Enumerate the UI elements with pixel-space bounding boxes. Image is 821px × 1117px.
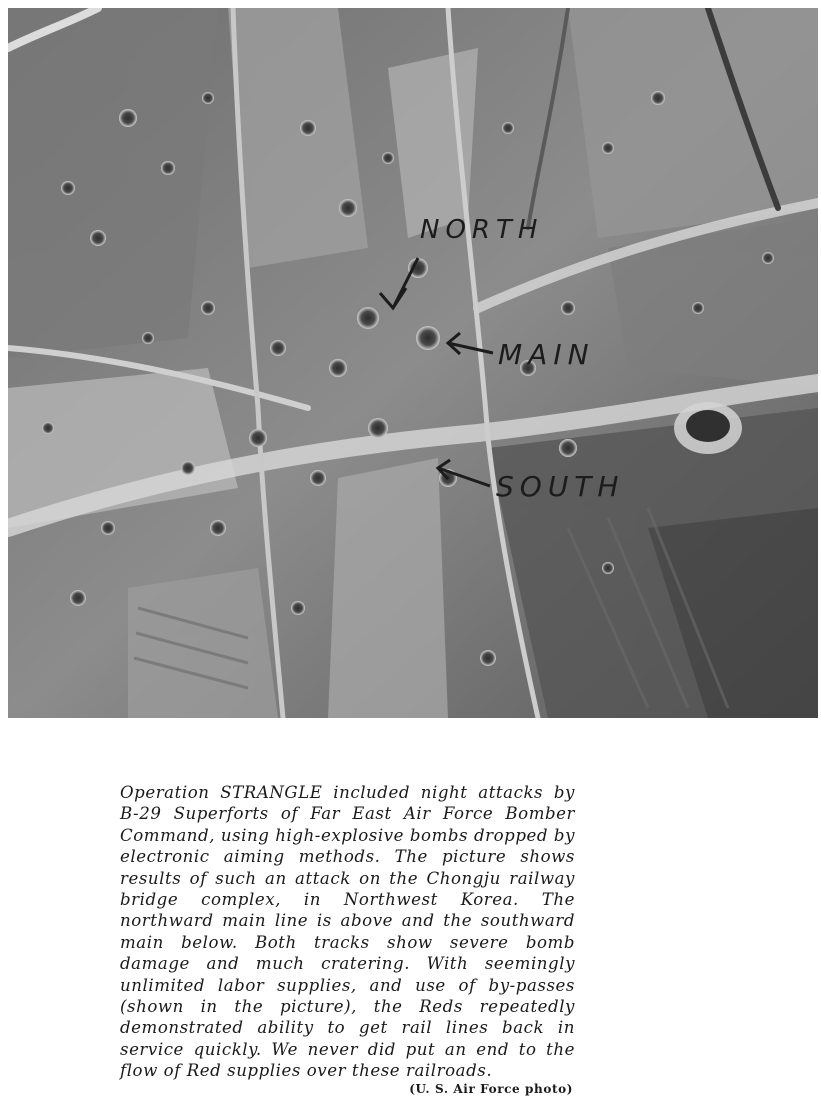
label-main: MAIN [498,338,595,371]
photo-caption: Operation STRANGLE included night attacks by B-29 Superforts of Far East Air Force Bomber Command, using high-explosive bombs dropped by electronic aiming methods. The picture shows results of such an attack on the Chongju railway bridge complex, in Northwest Korea. The northward main line is above and the southward main below. Both tracks show severe bomb damage and much cratering. With seemingly unlimited labor supplies, and use of by-passes (shown in the picture), the Reds repeatedly demonstrated ability to get rail lines back in service quickly. We never did put an end to the flow of Red supplies over these railroads. [120,783,575,1081]
label-south: SOUTH [496,470,625,503]
label-north: NORTH [420,215,544,245]
photo-credit: (U. S. Air Force photo) [409,1082,573,1096]
aerial-photo [8,8,818,718]
aerial-photo-svg [8,8,818,718]
large-crater [674,402,742,454]
